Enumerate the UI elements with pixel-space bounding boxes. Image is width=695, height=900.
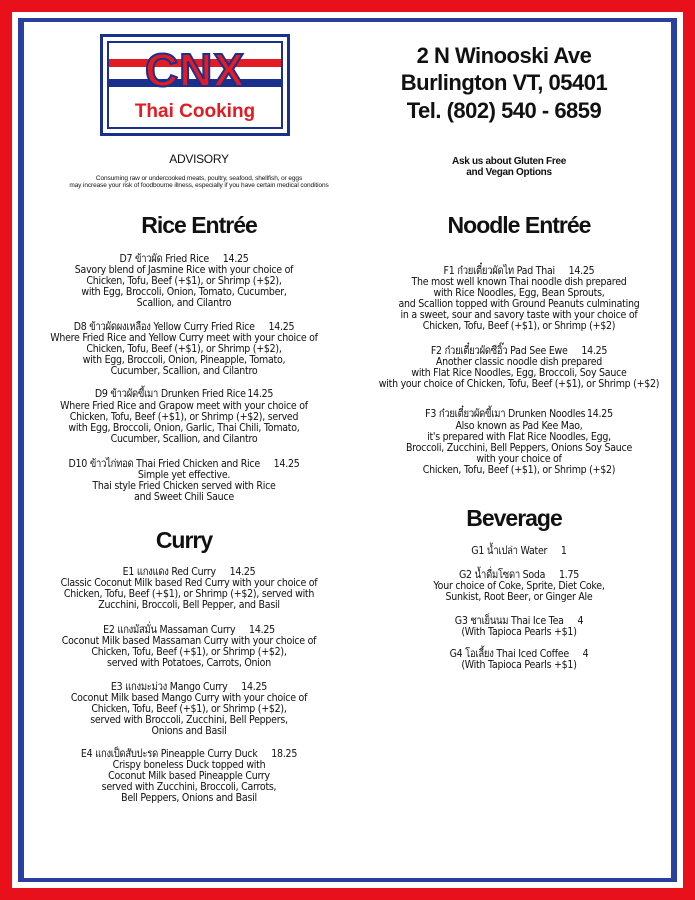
- menu-item-e3: [47, 681, 331, 736]
- item-description: Simple yet effective. Thai style Fried Chicken served with Rice and Sweet Chili Sauce: [92, 468, 276, 503]
- item-code: G4: [449, 647, 466, 660]
- item-name: Soda: [522, 568, 546, 581]
- item-description: Where Fried Rice and Yellow Curry meet with your choice of Chicken, Tofu, Beef (+$1), or Shrimp (+$2), with Egg, Broccoli, Onion, Pineapple, Tomato, Cucumber, Scallion, and Cilantro: [50, 331, 318, 377]
- menu-item-f2: [377, 345, 661, 389]
- item-thai-name: ก๋วยเตี๋ยวผัดซีอิ๊ว: [444, 344, 511, 357]
- noodle-entree-heading: Noodle Entrée: [447, 212, 591, 238]
- item-description: Where Fried Rice and Grapow meet with your choice of Chicken, Tofu, Beef (+$1), or Shrimp (+$2), served with Egg, Broccoli, Onion, Garlic, Thai Chili, Tomato, Cucumber, Scallion, and Cilantro: [60, 399, 308, 445]
- menu-item-f1: [377, 265, 661, 331]
- item-price: 14.25: [241, 680, 268, 693]
- item-code: E4: [80, 747, 96, 760]
- item-code: G3: [454, 614, 471, 627]
- menu-page: [24, 22, 671, 878]
- gluten-free-note: Ask us about Gluten Free and Vegan Options: [452, 156, 566, 178]
- menu-item-d8: [42, 321, 326, 376]
- item-code: D10: [68, 457, 90, 470]
- logo-word: CNX: [144, 44, 246, 96]
- item-thai-name: แกงแดง: [136, 565, 172, 578]
- item-name: Pad Thai: [516, 264, 555, 277]
- item-code: E1: [122, 565, 137, 578]
- item-price: 14.25: [268, 320, 295, 333]
- menu-item-g2: [377, 569, 661, 602]
- item-price: 18.25: [271, 747, 298, 760]
- menu-item-f3: [377, 408, 661, 475]
- menu-item-e2: [47, 624, 331, 668]
- item-code: F3: [425, 407, 439, 420]
- item-price: 1.75: [558, 568, 579, 581]
- item-name: Thai Ice Tea: [510, 614, 564, 627]
- item-thai-name: น้ำเปล่า: [486, 544, 521, 557]
- item-price: 14.25: [229, 565, 256, 578]
- item-name: Mango Curry: [169, 680, 228, 693]
- menu-item-g4: [377, 648, 661, 670]
- item-code: F2: [430, 344, 445, 357]
- menu-item-e4: [47, 748, 331, 803]
- item-code: G2: [458, 568, 475, 581]
- item-price: 14.25: [273, 457, 300, 470]
- address-line1: 2 N Winooski Ave: [416, 43, 592, 68]
- phone-number: Tel. (802) 540 - 6859: [406, 98, 602, 123]
- item-code: F1: [443, 264, 458, 277]
- item-code: D7: [119, 252, 135, 265]
- item-price: 14.25: [587, 407, 613, 420]
- item-description: Crispy boneless Duck topped with Coconut Milk based Pineapple Curry served with Zucchini, Broccoli, Carrots, Bell Peppers, Onions and Basil: [101, 758, 277, 804]
- item-thai-name: ข้าวผัดขี้เมา: [110, 387, 161, 400]
- item-price: 14.25: [249, 623, 275, 636]
- menu-item-title: [377, 545, 661, 556]
- item-thai-name: ข้าวผัดผงเหลือง: [89, 320, 154, 333]
- item-price: 1: [560, 544, 567, 557]
- item-description: Your choice of Coke, Sprite, Diet Coke, Sunkist, Root Beer, or Ginger Ale: [433, 579, 605, 603]
- item-name: Pad See Ewe: [510, 344, 568, 357]
- address-line2: Burlington VT, 05401: [400, 70, 608, 95]
- item-name: Thai Iced Coffee: [496, 647, 569, 660]
- item-name: Water: [520, 544, 548, 557]
- item-description: Coconut Milk based Mango Curry with your choice of Chicken, Tofu, Beef (+$1), or Shrimp (+$2), served with Broccoli, Zucchini, Bell Peppers, Onions and Basil: [70, 691, 308, 737]
- advisory-title: ADVISORY: [169, 152, 229, 166]
- logo-subtitle: Thai Cooking: [134, 101, 256, 122]
- item-code: E2: [103, 623, 118, 636]
- item-thai-name: ก๋วยเตี๋ยวผัดไท: [457, 264, 517, 277]
- advisory-text: Consuming raw or undercooked meats, poultry, seafood, shellfish, or eggs may increase your risk of foodbourne illness, especially if you have certain medical conditions: [69, 175, 329, 189]
- menu-item-d9: [42, 388, 326, 444]
- item-price: 14.25: [222, 252, 249, 265]
- item-description: The most well known Thai noodle dish prepared with Rice Noodles, Egg, Bean Sprouts, and Scallion topped with Ground Peanuts culminating in a sweet, sour and savory taste with your choice of Chicken, Tofu, Beef (+$1), or Shrimp (+$2): [398, 275, 640, 332]
- item-thai-name: ข้าวไก่ทอด: [89, 457, 137, 470]
- item-code: E3: [110, 680, 126, 693]
- item-name: Thai Fried Chicken and Rice: [136, 457, 260, 470]
- item-price: 14.25: [568, 264, 595, 277]
- item-name: Massaman Curry: [159, 623, 236, 636]
- item-name: Drunken Fried Rice: [160, 387, 246, 400]
- item-name: Drunken Noodles: [508, 407, 586, 420]
- item-price: 4: [582, 647, 589, 660]
- menu-item-d10: [42, 458, 326, 502]
- curry-heading: Curry: [155, 527, 213, 553]
- item-thai-name: ก๋วยเตี๋ยวผัดขี้เมา: [438, 407, 509, 420]
- item-name: Red Curry: [171, 565, 216, 578]
- item-thai-name: แกงมัสมั่น: [117, 623, 160, 636]
- item-thai-name: ข้าวผัด: [134, 252, 166, 265]
- item-thai-name: แกงมะม่วง: [125, 680, 170, 693]
- rice-entree-heading: Rice Entrée: [141, 212, 257, 238]
- item-code: G1: [471, 544, 487, 557]
- menu-item-d7: [42, 253, 326, 308]
- beverage-heading: Beverage: [466, 505, 562, 531]
- item-description: Coconut Milk based Massaman Curry with your choice of Chicken, Tofu, Beef (+$1), or Shrimp (+$2), served with Potatoes, Carrots, Onion: [61, 634, 317, 669]
- item-price: 4: [577, 614, 584, 627]
- item-description: Another classic noodle dish prepared with Flat Rice Noodles, Egg, Broccoli, Soy Sauce with your choice of Chicken, Tofu, Beef (+$1), or Shrimp (+$2): [378, 355, 660, 390]
- item-name: Fried Rice: [165, 252, 209, 265]
- cnx-logo: [100, 34, 290, 136]
- item-name: Yellow Curry Fried Rice: [153, 320, 255, 333]
- item-thai-name: น้ำดื่มโซดา: [474, 568, 523, 581]
- item-thai-name: โอเลี้ยง: [465, 647, 497, 660]
- item-description: (With Tapioca Pearls +$1): [461, 658, 577, 671]
- item-description: (With Tapioca Pearls +$1): [461, 625, 577, 638]
- item-description: Also known as Pad Kee Mao, it's prepared with Flat Rice Noodles, Egg, Broccoli, Zucchini, Bell Peppers, Onions Soy Sauce with your choice of Chicken, Tofu, Beef (+$1), or Shrimp (+$2): [405, 419, 633, 476]
- item-description: Savory blend of Jasmine Rice with your choice of Chicken, Tofu, Beef (+$1), or Shrimp (+$2), with Egg, Broccoli, Onion, Tomato, Cucumber, Scallion, and Cilantro: [74, 263, 294, 309]
- item-code: D9: [94, 387, 111, 400]
- item-code: D8: [73, 320, 90, 333]
- item-price: 14.25: [581, 344, 608, 357]
- item-description: Classic Coconut Milk based Red Curry with your choice of Chicken, Tofu, Beef (+$1), or Shrimp (+$2), served with Zucchini, Broccoli, Bell Pepper, and Basil: [60, 576, 318, 611]
- item-thai-name: ชาเย็นนม: [470, 614, 511, 627]
- menu-item-g1: [377, 545, 661, 556]
- item-name: Pineapple Curry Duck: [160, 747, 258, 760]
- item-thai-name: แกงเป็ดสับปะรด: [95, 747, 161, 760]
- menu-item-e1: [47, 566, 331, 610]
- menu-item-g3: [377, 615, 661, 637]
- item-price: 14.25: [247, 387, 274, 400]
